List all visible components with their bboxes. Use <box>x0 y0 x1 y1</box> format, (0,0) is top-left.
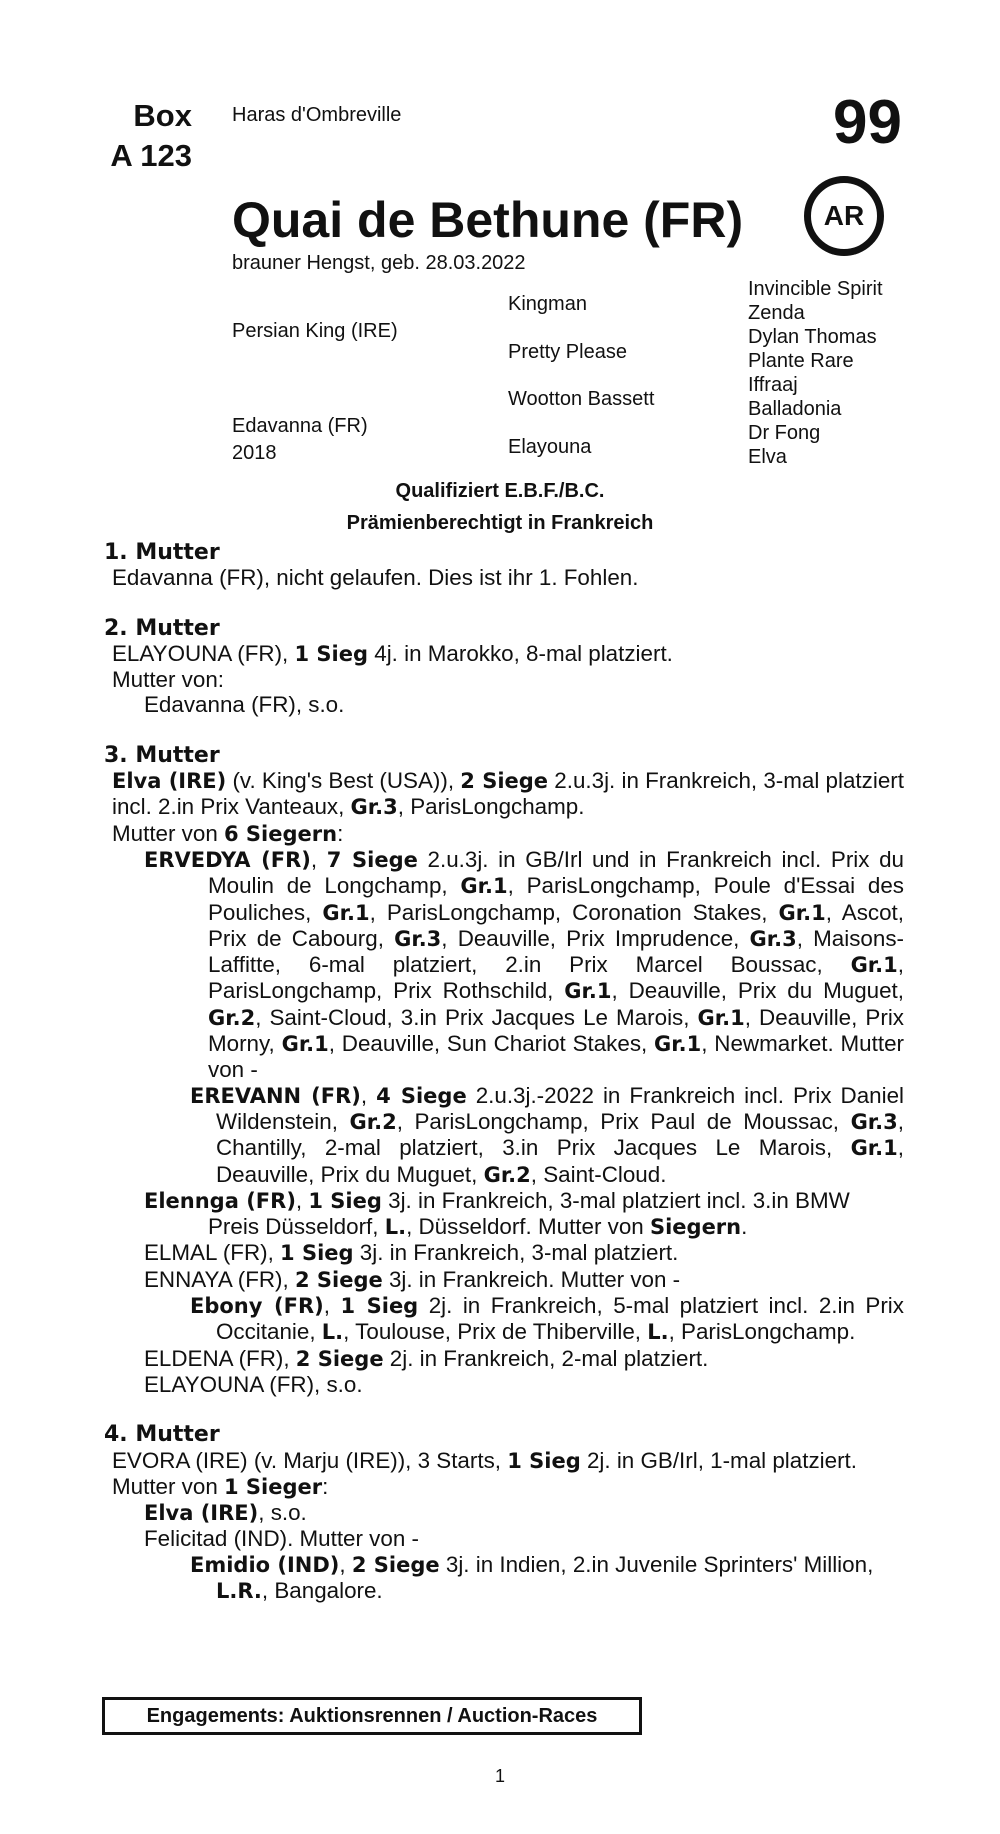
dam-of-winners: Mutter von 6 Siegern: <box>112 820 344 846</box>
pedigree-great-grandparent: Iffraaj <box>748 374 798 396</box>
horse-name: Quai de Bethune (FR) <box>232 192 744 248</box>
offspring-entry-elayouna: ELAYOUNA (FR), s.o. <box>144 1371 363 1397</box>
box-label: Box <box>133 98 192 133</box>
pedigree-great-grandparent: Elva <box>748 446 787 468</box>
engagements-label: Engagements: Auktionsrennen / Auction-Races <box>146 1704 598 1727</box>
offspring-entry-erevann: EREVANN (FR), 4 Siege 2.u.3j.-2022 in Frankreich incl. Prix Daniel Wildenstein, Gr.2, ParisLongchamp, Prix Paul de Moussac, Gr.3, Chantilly, 2-mal platziert, 3.in Prix Jacques Le Marois, Gr.1, Deauville, Prix du Muguet, Gr.2, Saint-Cloud. <box>190 1082 904 1187</box>
section-title-4: 4. Mutter <box>104 1422 220 1448</box>
offspring-entry-eldena: ELDENA (FR), 2 Siege 2j. in Frankreich, 2-mal platziert. <box>144 1345 709 1371</box>
dam-line <box>104 540 904 1604</box>
dam-of-winner: Mutter von 1 Sieger: <box>112 1473 329 1499</box>
pedigree-sire: Persian King (IRE) <box>232 320 398 342</box>
section-title-2: 2. Mutter <box>104 615 220 641</box>
box-number: A 123 <box>110 138 192 173</box>
pedigree-grandparent: Kingman <box>508 293 587 315</box>
offspring-entry-emidio: Emidio (IND), 2 Siege 3j. in Indien, 2.in Juvenile Sprinters' Million, L.R., Bangalore. <box>190 1551 874 1603</box>
pedigree-great-grandparent: Balladonia <box>748 398 842 420</box>
premium-line: Prämienberechtigt in Frankreich <box>346 512 654 534</box>
section-title-1: 1. Mutter <box>104 540 220 565</box>
pedigree-grandparent: Pretty Please <box>508 341 627 363</box>
pedigree-great-grandparent: Invincible Spirit <box>748 278 883 300</box>
pedigree-dam-year: 2018 <box>232 442 277 464</box>
pedigree-great-grandparent: Zenda <box>748 302 805 324</box>
offspring-entry: Edavanna (FR), s.o. <box>144 692 345 718</box>
offspring-entry-elmal: ELMAL (FR), 1 Sieg 3j. in Frankreich, 3-mal platziert. <box>144 1240 679 1266</box>
section-title-3: 3. Mutter <box>104 742 220 768</box>
offspring-entry-elva: Elva (IRE), s.o. <box>144 1500 307 1526</box>
offspring-entry-ennaya: ENNAYA (FR), 2 Siege 3j. in Frankreich. Mutter von - <box>144 1266 681 1292</box>
lot-number: 99 <box>833 88 902 157</box>
horse-description: brauner Hengst, geb. 28.03.2022 <box>232 252 526 274</box>
stud-name: Haras d'Ombreville <box>232 104 402 126</box>
dam-of-label: Mutter von: <box>112 667 224 693</box>
pedigree-great-grandparent: Plante Rare <box>748 350 854 372</box>
ar-badge <box>804 176 884 256</box>
first-dam-text: Edavanna (FR), nicht gelaufen. Dies ist ihr 1. Fohlen. <box>112 565 639 591</box>
qualification-line: Qualifiziert E.B.F./B.C. <box>395 480 605 502</box>
second-dam-text: ELAYOUNA (FR), 1 Sieg 4j. in Marokko, 8-mal platziert. <box>112 640 673 666</box>
pedigree-grandparent: Wootton Bassett <box>508 388 655 410</box>
pedigree-grandparent: Elayouna <box>508 436 592 458</box>
third-dam-text: Elva (IRE) (v. King's Best (USA)), 2 Siege 2.u.3j. in Frankreich, 3-mal platziert incl. 2.in Prix Vanteaux, Gr.3, ParisLongchamp. <box>112 768 904 820</box>
offspring-entry-elennga: Elennga (FR), 1 Sieg 3j. in Frankreich, 3-mal platziert incl. 3.in BMW Preis Düsseldorf, L., Düsseldorf. Mutter von Siegern. <box>144 1187 850 1240</box>
page-number: 1 <box>494 1766 505 1786</box>
pedigree-great-grandparent: Dylan Thomas <box>748 326 877 348</box>
engagements-box <box>102 1697 642 1735</box>
offspring-entry-felicitad: Felicitad (IND). Mutter von - <box>144 1526 419 1552</box>
offspring-entry-ervedya: ERVEDYA (FR), 7 Siege 2.u.3j. in GB/Irl und in Frankreich incl. Prix du Moulin de Longchamp, Gr.1, ParisLongchamp, Poule d'Essai des Pouliches, Gr.1, ParisLongchamp, Coronation Stakes, Gr.1, Ascot, Prix de Cabourg, Gr.3, Deauville, Prix Imprudence, Gr.3, Maisons-Laffitte, 6-mal platziert, 2.in Prix Marcel Boussac, Gr.1, ParisLongchamp, Prix Rothschild, Gr.1, Deauville, Prix du Muguet, Gr.2, Saint-Cloud, 3.in Prix Jacques Le Marois, Gr.1, Deauville, Prix Morny, Gr.1, Deauville, Sun Chariot Stakes, Gr.1, Newmarket. Mutter von - <box>144 846 905 1083</box>
fourth-dam-text: EVORA (IRE) (v. Marju (IRE)), 3 Starts, 1 Sieg 2j. in GB/Irl, 1-mal platziert. <box>112 1447 857 1473</box>
pedigree-great-grandparent: Dr Fong <box>748 422 821 444</box>
offspring-entry-ebony: Ebony (FR), 1 Sieg 2j. in Frankreich, 5-mal platziert incl. 2.in Prix Occitanie, L., Toulouse, Prix de Thiberville, L., ParisLongchamp. <box>190 1293 904 1345</box>
pedigree-dam: Edavanna (FR) <box>232 415 368 437</box>
ar-badge-label: AR <box>823 200 865 231</box>
